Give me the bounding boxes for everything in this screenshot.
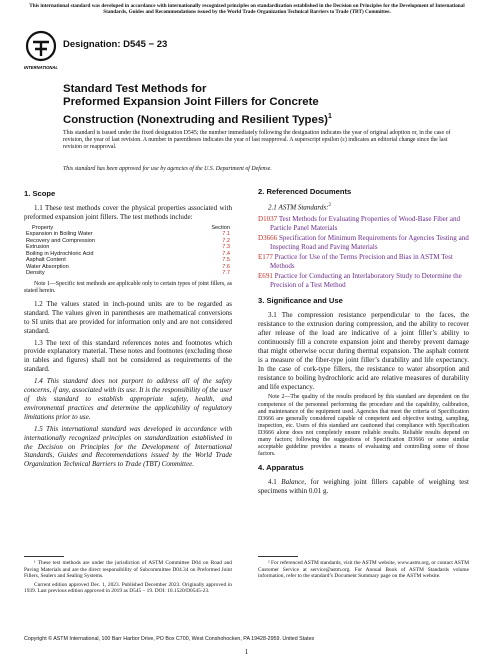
title-line-2: Preformed Expansion Joint Fillers for Concrete bbox=[63, 96, 319, 109]
section-link[interactable]: 7.6 bbox=[222, 263, 230, 270]
scope-1-2: 1.2 The values stated in inch-pound units are to be regarded as standard. The values given in parentheses are mathematical conversions to SI units that are provided for information only and are not considered standard. bbox=[24, 299, 232, 335]
section-link[interactable]: 7.7 bbox=[222, 270, 230, 277]
designation: Designation: D545 − 23 bbox=[63, 39, 168, 50]
page-number: 1 bbox=[244, 648, 249, 656]
apparatus-4-1: 4.1 Balance, for weighing joint fillers capable of weighing test specimens within 0.01 g. bbox=[258, 478, 469, 496]
reference-item[interactable]: D1037 Test Methods for Evaluating Properties of Wood-Base Fiber and Particle Panel Materials bbox=[258, 215, 461, 233]
table-row: Water Absorption 7.6 bbox=[26, 263, 230, 270]
table-row: Asphalt Content 7.5 bbox=[26, 257, 230, 264]
scope-1-4: 1.4 This standard does not purport to address all of the safety concerns, if any, associated with its use. It is the responsibility of the user of this standard to establish appropriate safety, health, and environmental practices and determine the applicability of regulatory limitations prior to use. bbox=[24, 377, 232, 421]
astm-standards-subheading: 2.1 ASTM Standards:$^2$ bbox=[268, 202, 331, 212]
left-column bbox=[24, 186, 232, 472]
dod-approval-note: This standard has been approved for use by agencies of the U.S. Department of Defense. bbox=[63, 166, 272, 172]
footnote-divider bbox=[24, 556, 64, 557]
section-link[interactable]: 7.2 bbox=[222, 237, 230, 244]
table-row: Expansion in Boiling Water 7.1 bbox=[26, 231, 230, 238]
title-line-1: Standard Test Methods for bbox=[63, 83, 207, 95]
scope-1-3: 1.3 The text of this standard references notes and footnotes which provide explanatory material. These notes and footnotes (excluding those in tables and figures) shall not be considered as requirements of the standard. bbox=[24, 338, 232, 374]
section-heading-referenced-documents: 2. Referenced Documents bbox=[258, 187, 352, 196]
section-heading-significance: 3. Significance and Use bbox=[258, 296, 343, 306]
footnote-1-edition: Current edition approved Dec. 1, 2023. Published December 2023. Originally approved in 1939. Last previous edition approved in 2019 as D545 – 19. DOI: 10.1520/D0545-23. bbox=[24, 581, 232, 595]
section-link[interactable]: 7.4 bbox=[222, 250, 230, 257]
reference-item[interactable]: D3666 Specification for Minimum Requirements for Agencies Testing and Inspecting Road and Paving Materials bbox=[258, 233, 469, 251]
title-line-3: Construction (Nonextruding and Resilient Types)$^1$ bbox=[63, 112, 332, 126]
scope-1-5: 1.5 This international standard was developed in accordance with internationally recognized principles on standardization established in the Decision on Principles for the Development of International Standards, Guides and Recommendations issued by the World Trade Organization Technical Barriers to Trade (TBT) Committee. bbox=[24, 424, 232, 469]
wto-notice: This international standard was developed in accordance with internationally recognized principles on standardization established in the Decision on Principles for the Development of International Standards, Guides and Recommendations issued by the World Trade Organization Technical Barriers to Trade (TBT) Committee. bbox=[29, 3, 465, 16]
footnote-2: ² For referenced ASTM standards, visit the ASTM website, www.astm.org, or contact ASTM Customer Service at service@astm.org. For Annual Book of ASTM Standards volume information, refer to the standard’s Document Summary page on the ASTM website. bbox=[258, 560, 469, 580]
table-header-property: Property bbox=[32, 224, 54, 231]
reference-item[interactable]: E177 Practice for Use of the Terms Precision and Bias in ASTM Test Methods bbox=[258, 252, 453, 270]
section-heading-apparatus: 4. Apparatus bbox=[258, 463, 304, 473]
significance-3-1: 3.1 The compression resistance perpendicular to the faces, the resistance to the extrusion during compression, and the ability to recover after release of the load are indicative of a joint filler’s ability to continuously fill a concrete expansion joint and thereby prevent damage that might otherwise occur during thermal expansion. The asphalt content is a measure of the fiber-type joint filler’s durability and life expectancy. In the case of cork-type fillers, the resistance to water absorption and resistance to boiling hydrochloric acid are relative measures of durability and life expectancy. bbox=[258, 311, 469, 391]
section-link[interactable]: 7.5 bbox=[222, 257, 230, 264]
note-1: Note 1—Specific test methods are applicable only to certain types of joint fillers, as stated herein. bbox=[24, 280, 232, 294]
section-link[interactable]: 7.1 bbox=[222, 231, 230, 238]
logo-text: INTERNATIONAL bbox=[24, 65, 58, 70]
right-column bbox=[258, 186, 469, 499]
footnotes-right bbox=[258, 560, 469, 583]
footnotes-left bbox=[24, 560, 232, 598]
footnote-divider bbox=[258, 556, 298, 557]
astm-logo-icon bbox=[24, 30, 58, 72]
title-footnote-marker: 1 bbox=[327, 112, 332, 120]
footnote-1: ¹ These test methods are under the jurisdiction of ASTM Committee D04 on Road and Paving Materials and are the direct responsibility of Subcommittee D04.34 on Preformed Joint Fillers, Sealers and Sealing Systems. bbox=[24, 560, 232, 580]
table-row: Boiling in Hydrochloric Acid 7.4 bbox=[26, 250, 230, 257]
scope-1-1: 1.1 These test methods cover the physical properties associated with preformed expansion joint fillers. The test methods include: bbox=[24, 203, 232, 221]
test-methods-table bbox=[26, 225, 230, 277]
copyright-line: Copyright © ASTM International, 100 Barr Harbor Drive, PO Box C700, West Conshohocken, PA 19428-2959. United States bbox=[24, 636, 315, 642]
section-heading-scope: 1. Scope bbox=[24, 189, 56, 198]
table-header-section: Section bbox=[211, 224, 230, 231]
document-title bbox=[63, 83, 453, 127]
section-link[interactable]: 7.3 bbox=[222, 244, 230, 251]
reference-item[interactable]: E691 Practice for Conducting an Interlaboratory Study to Determine the Precision of a Test Method bbox=[258, 271, 462, 289]
table-row: Density 7.7 bbox=[26, 270, 230, 277]
table-row: Recovery and Compression 7.2 bbox=[26, 237, 230, 244]
issue-note: This standard is issued under the fixed designation D545; the number immediately following the designation indicates the year of original adoption or, in the case of revision, the year of last revision. A number in parentheses indicates the year of last reapproval. A superscript epsilon (ε) indicates an editorial change since the last revision or reapproval. bbox=[63, 130, 451, 151]
note-2: Note 2—The quality of the results produced by this standard are dependent on the competence of the personnel performing the procedure and the capability, calibration, and maintenance of the equipment used. Agencies that meet the criteria of Specification D3666 are generally considered capable of competent and objective testing, sampling, inspection, etc. Users of this standard are cautioned that compliance with Specification D3666 alone does not completely ensure reliable results. Reliable results depend on many factors; following the suggestions of Specification D3666 or some similar acceptable guideline provides a means of evaluating and controlling some of those factors. bbox=[258, 394, 469, 458]
table-row: Extrusion 7.3 bbox=[26, 244, 230, 251]
